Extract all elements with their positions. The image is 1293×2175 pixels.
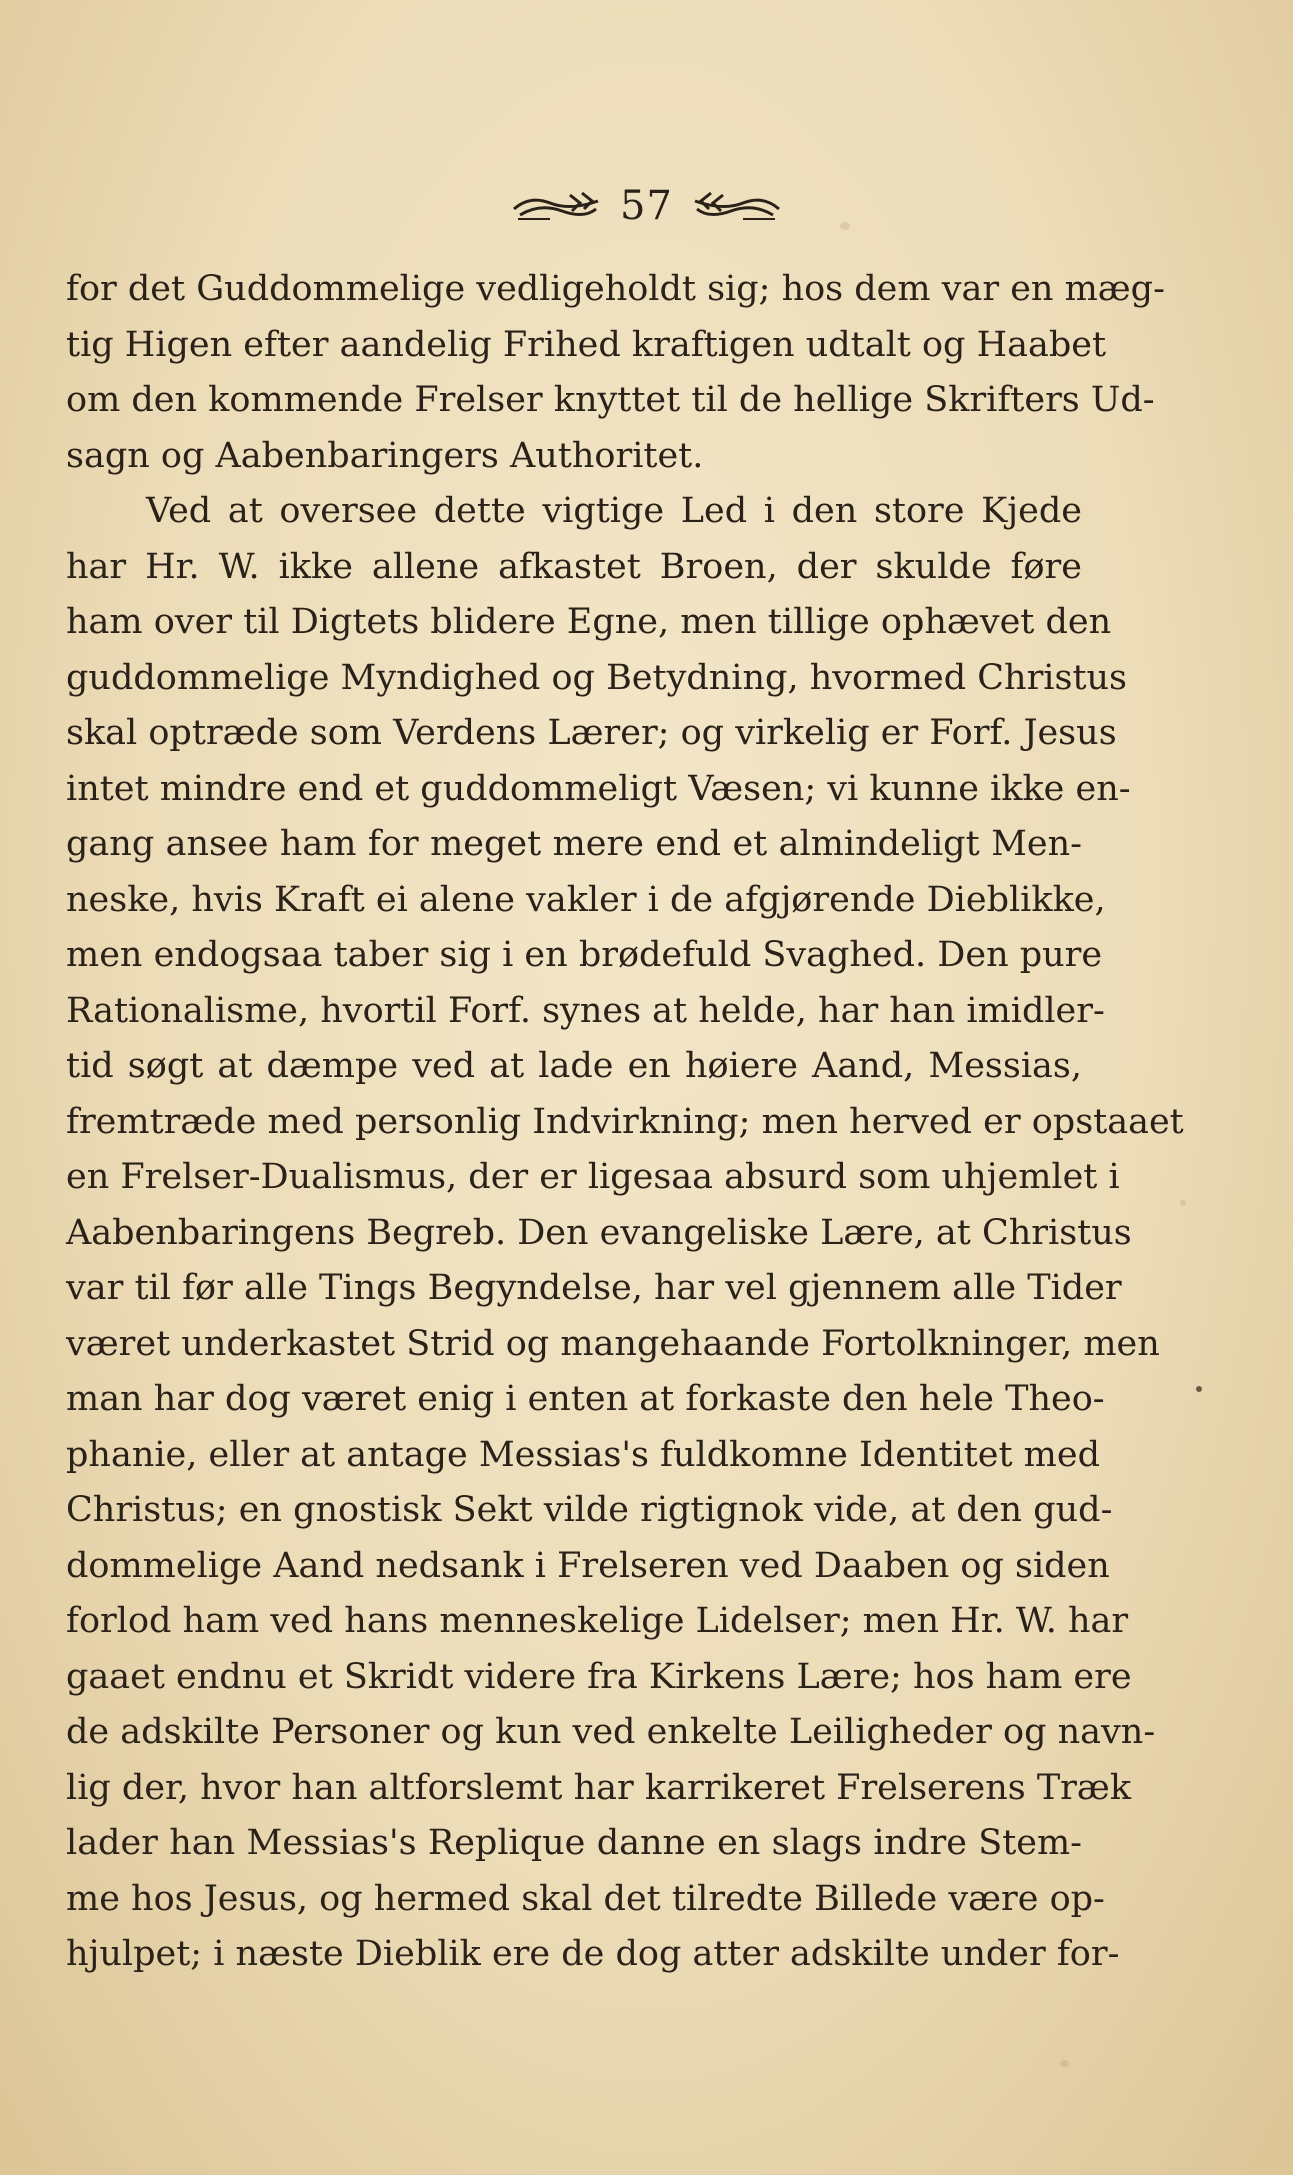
text-line: dommelige Aand nedsank i Frelseren ved Daaben og siden [66, 1545, 1110, 1586]
text-line: Rationalisme, hvortil Forf. synes at helde, har han imidler- [66, 990, 1105, 1031]
text-line: sagn og Aabenbaringers Authoritet. [66, 435, 704, 476]
text-line: tig Higen efter aandelig Frihed kraftigen udtalt og Haabet [66, 324, 1107, 365]
text-line: gang ansee ham for meget mere end et almindeligt Men- [66, 824, 1082, 864]
text-line: lader han Messias's Replique danne en slags indre Stem- [66, 1823, 1082, 1863]
text-line: phanie, eller at antage Messias's fuldkomne Identitet med [66, 1434, 1100, 1475]
text-line: Christus; en gnostisk Sekt vilde rigtignok vide, at den gud- [66, 1490, 1113, 1530]
text-line: neske, hvis Kraft ei alene vakler i de afgjørende Dieblikke, [66, 879, 1106, 920]
text-line: me hos Jesus, og hermed skal det tilredte Billede være op- [66, 1878, 1105, 1919]
margin-mark [1196, 1386, 1202, 1392]
text-line: for det Guddommelige vedligeholdt sig; hos dem var en mæg- [66, 269, 1165, 309]
text-line: ham over til Digtets blidere Egne, men tillige ophævet den [66, 602, 1112, 642]
text-line: intet mindre end et guddommeligt Væsen; vi kunne ikke en- [66, 768, 1131, 809]
text-line: Aabenbaringens Begreb. Den evangeliske Lære, at Christus [66, 1212, 1132, 1253]
text-line: gaaet endnu et Skridt videre fra Kirkens Lære; hos ham ere [66, 1656, 1132, 1697]
text-line: man har dog været enig i enten at forkaste den hele Theo- [66, 1379, 1105, 1419]
text-line: Ved at oversee dette vigtige Led i den store Kjede [146, 491, 1082, 531]
text-line: været underkastet Strid og mangehaande Fortolkninger, men [66, 1323, 1160, 1364]
text-line: forlod ham ved hans menneskelige Lidelser; men Hr. W. har [66, 1601, 1129, 1641]
page-number: 57 [620, 183, 673, 229]
text-line: hjulpet; i næste Dieblik ere de dog atter adskilte under for- [66, 1934, 1120, 1974]
body-text [66, 262, 1184, 1983]
text-line: lig der, hvor han altforslemt har karrikeret Frelserens Træk [66, 1767, 1132, 1808]
text-line: har Hr. W. ikke allene afkastet Broen, der skulde føre [66, 546, 1082, 587]
right-ornament-icon [691, 189, 783, 223]
text-line: en Frelser-Dualismus, der er ligesaa absurd som uhjemlet i [66, 1157, 1120, 1197]
text-line: tid søgt at dæmpe ved at lade en høiere Aand, Messias, [66, 1046, 1082, 1086]
left-ornament-icon [510, 189, 602, 223]
text-line: guddommelige Myndighed og Betydning, hvormed Christus [66, 657, 1128, 698]
text-line: skal optræde som Verdens Lærer; og virkelig er Forf. Jesus [66, 713, 1117, 753]
text-line: men endogsaa taber sig i en brødefuld Svaghed. Den pure [66, 935, 1103, 975]
text-line: fremtræde med personlig Indvirkning; men herved er opstaaet [66, 1101, 1184, 1142]
page-header [0, 176, 1293, 236]
text-line: om den kommende Frelser knyttet til de hellige Skrifters Ud- [66, 380, 1155, 420]
text-line: var til før alle Tings Begyndelse, har vel gjennem alle Tider [66, 1268, 1122, 1308]
text-line: de adskilte Personer og kun ved enkelte Leiligheder og navn- [66, 1712, 1156, 1752]
